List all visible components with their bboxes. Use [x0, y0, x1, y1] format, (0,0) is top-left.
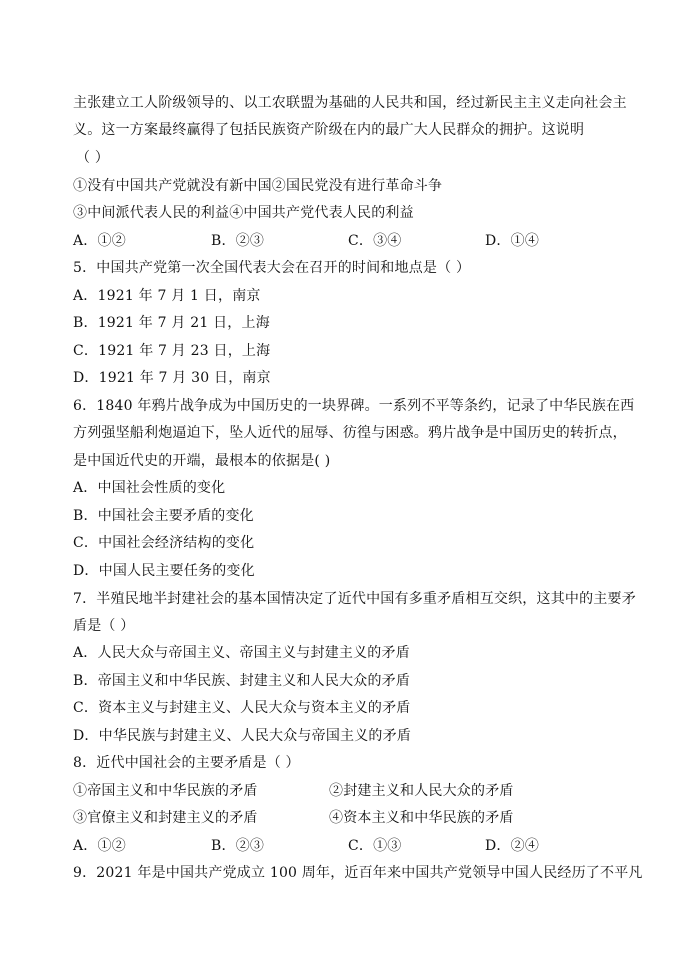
- q6-option-c[interactable]: C．中国社会经济结构的变化: [73, 535, 255, 551]
- q8-option-d[interactable]: D．②④: [485, 838, 540, 854]
- q5-option-c[interactable]: C．1921 年 7 月 23 日，上海: [73, 343, 271, 359]
- q6-option-b[interactable]: B．中国社会主要矛盾的变化: [73, 508, 254, 524]
- question-7-line-2: 盾是（ ）: [73, 618, 135, 634]
- q5-option-d[interactable]: D．1921 年 7 月 30 日，南京: [73, 370, 271, 386]
- question-6-line-2: 方列强坚船利炮逼迫下，坠人近代的屈辱、彷徨与困惑。鸦片战争是中国历史的转折点，: [73, 425, 627, 441]
- question-7-line-1: 7．半殖民地半封建社会的基本国情决定了近代中国有多重矛盾相互交织，这其中的主要矛: [73, 591, 636, 607]
- q5-option-a[interactable]: A．1921 年 7 月 1 日，南京: [73, 288, 261, 304]
- q5-option-b[interactable]: B．1921 年 7 月 21 日，上海: [73, 315, 270, 331]
- q8-option-b[interactable]: B．②③: [211, 838, 265, 854]
- q6-option-a[interactable]: A．中国社会性质的变化: [73, 480, 226, 496]
- q7-option-a[interactable]: A．人民大众与帝国主义、帝国主义与封建主义的矛盾: [73, 645, 410, 661]
- option-c[interactable]: C．③④: [348, 233, 402, 249]
- question-6-line-3: 是中国近代史的开端，最根本的依据是( ): [73, 453, 331, 469]
- q8-option-a[interactable]: A．①②: [73, 838, 126, 854]
- q8-statement-1: ①帝国主义和中华民族的矛盾: [73, 783, 258, 799]
- statement-line-2: ③中间派代表人民的利益④中国共产党代表人民的利益: [73, 205, 414, 221]
- q8-statement-3: ③官僚主义和封建主义的矛盾: [73, 810, 258, 826]
- intro-line-1: 主张建立工人阶级领导的、以工农联盟为基础的人民共和国，经过新民主主义走向社会主: [73, 95, 627, 111]
- answer-blank: （ ）: [76, 150, 110, 166]
- q8-statement-4: ④资本主义和中华民族的矛盾: [329, 810, 514, 826]
- option-a[interactable]: A．①②: [73, 233, 126, 249]
- q6-option-d[interactable]: D．中国人民主要任务的变化: [73, 563, 255, 579]
- option-d[interactable]: D．①④: [485, 233, 540, 249]
- q7-option-c[interactable]: C．资本主义与封建主义、人民大众与资本主义的矛盾: [73, 700, 411, 716]
- statement-line-1: ①没有中国共产党就没有新中国②国民党没有进行革命斗争: [73, 178, 443, 194]
- question-9-line-1: 9．2021 年是中国共产党成立 100 周年，近百年来中国共产党领导中国人民经历了不平凡: [73, 865, 643, 881]
- question-5-stem: 5．中国共产党第一次全国代表大会在召开的时间和地点是（ ）: [73, 260, 471, 276]
- option-b[interactable]: B．②③: [211, 233, 265, 249]
- q8-option-c[interactable]: C．①③: [348, 838, 402, 854]
- question-6-line-1: 6．1840 年鸦片战争成为中国历史的一块界碑。一系列不平等条约，记录了中华民族在西: [73, 398, 635, 414]
- intro-line-2: 义。这一方案最终赢得了包括民族资产阶级在内的最广大人民群众的拥护。这说明: [73, 122, 585, 138]
- q8-statement-2: ②封建主义和人民大众的矛盾: [329, 783, 514, 799]
- question-8-stem: 8．近代中国社会的主要矛盾是（ ）: [73, 755, 300, 771]
- q7-option-d[interactable]: D．中华民族与封建主义、人民大众与帝国主义的矛盾: [73, 728, 412, 744]
- q7-option-b[interactable]: B．帝国主义和中华民族、封建主义和人民大众的矛盾: [73, 673, 411, 689]
